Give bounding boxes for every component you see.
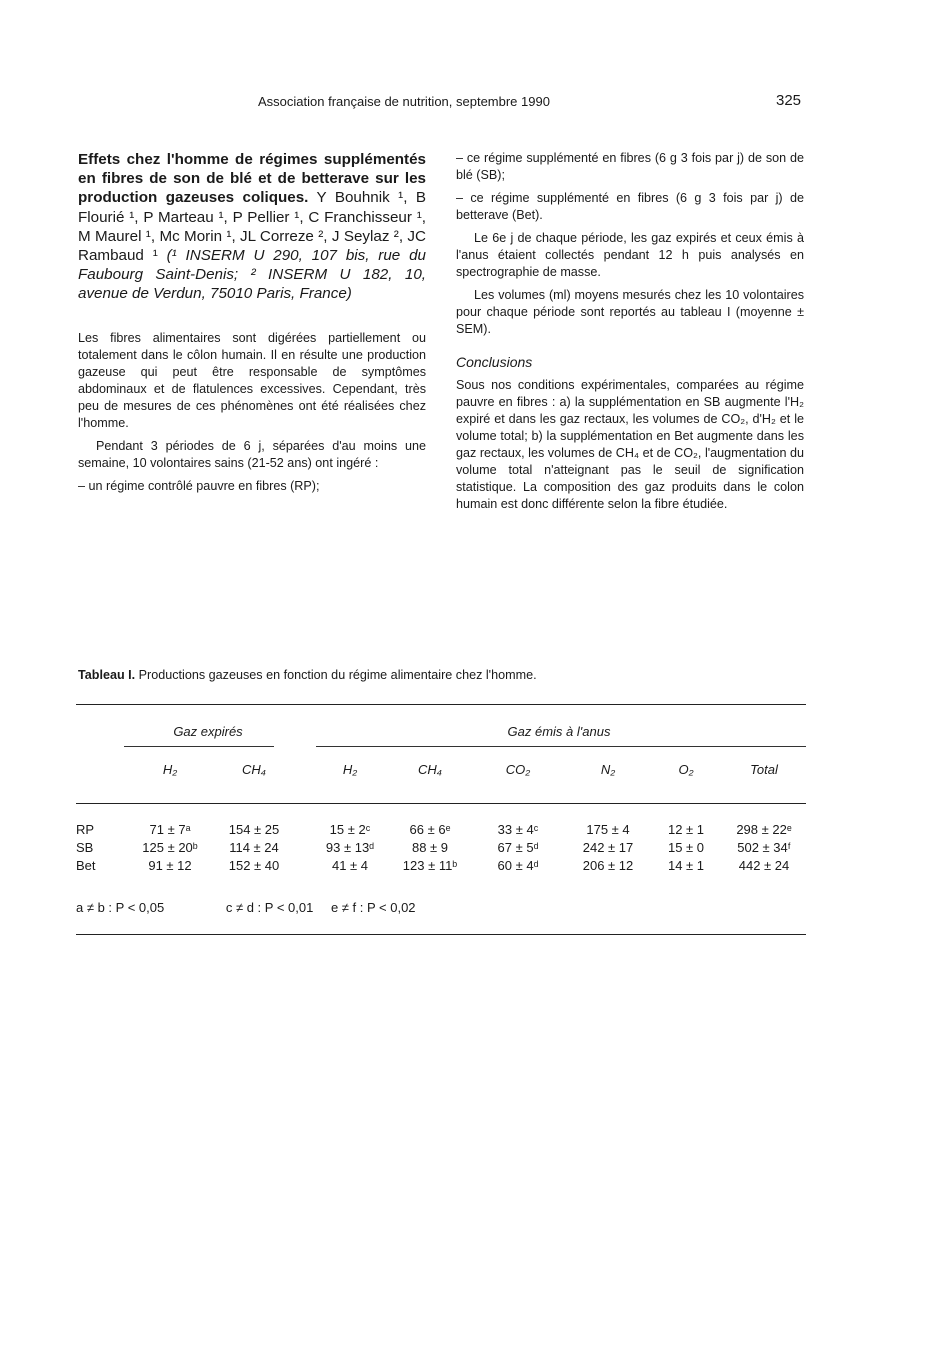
diet-item-bet: – ce régime supplémenté en fibres (6 g 3 fois par j) de betterave (Bet). [456, 191, 804, 222]
table-cell: 14 ± 1 [667, 858, 705, 873]
article-title-block [78, 150, 426, 304]
table-cell: 12 ± 1 [667, 822, 705, 837]
group-underline-expired [124, 746, 274, 747]
table-cell: 125 ± 20ᵇ [142, 840, 198, 855]
conclusions-heading: Conclusions [456, 354, 533, 370]
row-label: SB [76, 840, 94, 855]
table-cell: 88 ± 9 [411, 840, 449, 855]
table-cell: 93 ± 13ᵈ [325, 840, 375, 855]
table-cell: 152 ± 40 [228, 858, 280, 873]
volumes-paragraph: Les volumes (ml) moyens mesurés chez les 10 volontaires pour chaque période sont reportés au tableau I (moyenne ± SEM). [456, 288, 804, 336]
row-label: Bet [76, 858, 96, 873]
column-header-ch4-expired: CH₄ [242, 762, 266, 777]
article-affiliations: (¹ INSERM U 290, 107 bis, rue du Faubourg Saint-Denis; ² INSERM U 182, 10, avenue de Verdun, 75010 Paris, France) [78, 247, 426, 303]
right-column [456, 150, 804, 519]
table-row [76, 822, 806, 840]
table-cell: 123 ± 11ᵇ [402, 858, 458, 873]
row-label: RP [76, 822, 95, 837]
footnote-cd: c ≠ d : P < 0,01 [225, 900, 314, 915]
table-bottom-rule [76, 934, 806, 935]
table-cell: 442 ± 24 [738, 858, 790, 873]
running-head: Association française de nutrition, septembre 1990 [258, 94, 550, 109]
article-title: Effets chez l'homme de régimes supplémentés en fibres de son de blé et de betterave sur les production gazeuses coliques. [78, 151, 426, 207]
table-cell: 154 ± 25 [228, 822, 280, 837]
table-cell: 66 ± 6ᵉ [409, 822, 451, 837]
table-cell: 15 ± 2ᶜ [329, 822, 371, 837]
group-underline-anus [316, 746, 806, 747]
intro-paragraph: Les fibres alimentaires sont digérées partiellement ou totalement dans le côlon humain. Il en résulte une production gazeuse qui peut être responsable de symptômes abdominaux et de flatulences excessives. Cependant, très peu de mesures de ces phénomènes ont été réalisées chez l'homme. [78, 330, 426, 430]
diet-item-rp: – un régime contrôlé pauvre en fibres (RP); [78, 478, 320, 493]
column-header-o2: O₂ [678, 762, 694, 777]
column-header-total: Total [750, 762, 778, 777]
table-row [76, 840, 806, 858]
left-column [78, 150, 426, 501]
method-paragraph: Pendant 3 périodes de 6 j, séparées d'au moins une semaine, 10 volontaires sains (21-52 ans) ont ingéré : [78, 438, 426, 470]
table-footnotes [76, 900, 474, 915]
table-cell: 175 ± 4 [586, 822, 630, 837]
table-cell: 114 ± 24 [229, 840, 279, 855]
table-cell: 206 ± 12 [582, 858, 634, 873]
group-header-expired: Gaz expirés [173, 724, 243, 739]
table-cell: 71 ± 7ᵃ [149, 822, 191, 837]
diet-item-sb: – ce régime supplémenté en fibres (6 g 3 fois par j) de son de blé (SB); [456, 151, 804, 182]
table-cell: 15 ± 0 [667, 840, 705, 855]
column-header-n2: N₂ [600, 762, 616, 777]
table-row [76, 858, 806, 876]
column-header-co2: CO₂ [505, 762, 531, 777]
table-caption-label: Tableau I. [78, 668, 136, 682]
table-cell: 67 ± 5ᵈ [497, 840, 539, 855]
table-cell: 242 ± 17 [582, 840, 634, 855]
column-header-h2-anus: H₂ [342, 762, 358, 777]
conclusions-paragraph: Sous nos conditions expérimentales, comparées au régime pauvre en fibres : a) la supplémentation en SB augmente l'H₂ expiré et dans les gaz rectaux, les volumes de CO₂, d'H₂ et le volume total; b) la supplémentation en Bet augmente dans les gaz rectaux, les volumes de CH₄ et de CO₂, l'augmentation du volume total n'atteignant pas le seuil de signification statistique. La composition des gaz produits dans le colon humain est donc différente selon la fibre étudiée. [456, 378, 804, 511]
table-caption-text: Productions gazeuses en fonction du régime alimentaire chez l'homme. [138, 668, 537, 682]
table-cell: 298 ± 22ᵉ [736, 822, 792, 837]
column-header-h2-expired: H₂ [162, 762, 178, 777]
table-top-rule [76, 704, 806, 705]
table-cell: 60 ± 4ᵈ [497, 858, 539, 873]
table-header-rule [76, 803, 806, 804]
article-authors: Y Bouhnik ¹, B Flourié ¹, P Marteau ¹, P Pellier ¹, C Franchisseur ¹, M Maurel ¹, Mc Morin ¹, JL Correze ², J Seylaz ², JC Rambaud ¹ [78, 189, 426, 265]
footnote-ef: e ≠ f : P < 0,02 [330, 900, 416, 915]
group-header-anus: Gaz émis à l'anus [507, 724, 611, 739]
table-cell: 502 ± 34ᶠ [737, 840, 791, 855]
collection-paragraph: Le 6e j de chaque période, les gaz expirés et ceux émis à l'anus étaient collectés pendant 12 h puis analysés en spectrographie de masse. [456, 231, 804, 279]
footnote-ab: a ≠ b : P < 0,05 [76, 900, 165, 915]
table-cell: 41 ± 4 [331, 858, 369, 873]
table-caption [78, 668, 537, 682]
table-cell: 91 ± 12 [148, 858, 192, 873]
page-number: 325 [776, 92, 802, 109]
table-cell: 33 ± 4ᶜ [497, 822, 539, 837]
column-header-ch4-anus: CH₄ [418, 762, 442, 777]
